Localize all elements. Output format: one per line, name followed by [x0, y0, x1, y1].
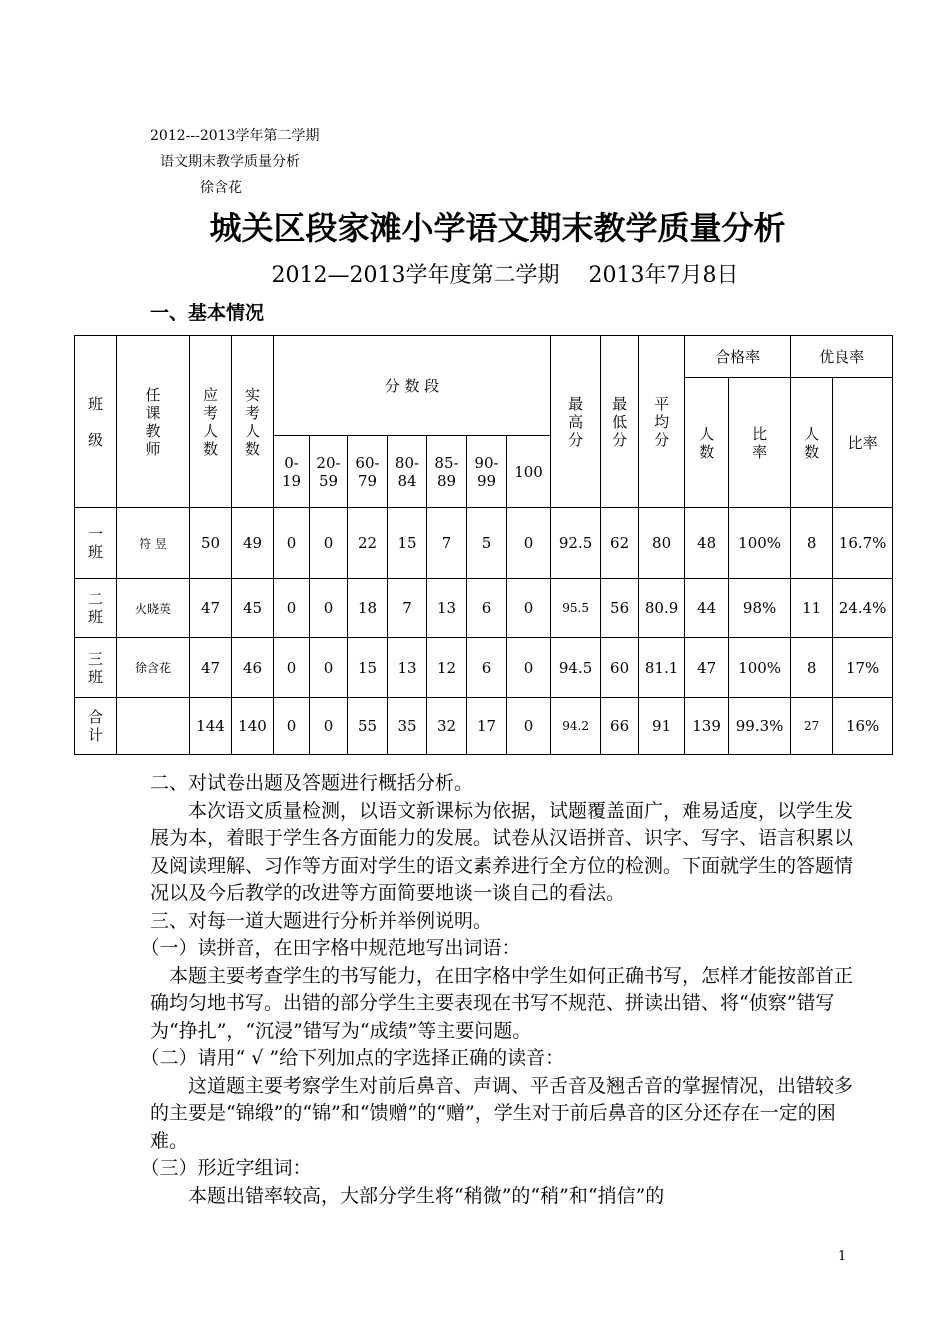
range-60-79: 60- 79: [348, 436, 388, 508]
pass-rate-subheader: 比 率: [729, 378, 791, 508]
row-expected: 50: [190, 508, 232, 579]
row-r6: 0: [507, 508, 551, 579]
row-r0: 0: [274, 579, 310, 638]
row-avg: 81.1: [639, 638, 685, 698]
row-pass-rate: 98%: [729, 579, 791, 638]
range-20-59: 20- 59: [310, 436, 348, 508]
excellent-count-header: 人 数: [791, 378, 833, 508]
table-row: [75, 579, 893, 638]
row-avg: 80.9: [639, 579, 685, 638]
page-title: 城关区段家滩小学语文期末教学质量分析: [209, 209, 786, 247]
paragraph: 本题出错率较高，大部分学生将“稍微”的“稍”和“捎信”的: [188, 1184, 665, 1207]
row-exc-rate: 17%: [833, 638, 893, 698]
row-expected: 47: [190, 579, 232, 638]
row-r3: 13: [388, 638, 427, 698]
row-min: 62: [601, 508, 639, 579]
row-exc-n: 11: [791, 579, 833, 638]
row-exc-rate: 16%: [833, 698, 893, 755]
analysis-body: [140, 770, 870, 1210]
row-r0: 0: [274, 508, 310, 579]
col-score-segment-header: 分 数 段: [274, 336, 551, 436]
row-r2: 22: [348, 508, 388, 579]
row-r5: 5: [467, 508, 507, 579]
row-teacher: 火晓英: [117, 579, 190, 638]
row-pass-n: 139: [685, 698, 729, 755]
col-class-header: 班 级: [75, 336, 117, 508]
col-teacher-header: 任 课 教 师: [117, 336, 190, 508]
row-class: 三 班: [75, 638, 117, 698]
range-0-19: 0- 19: [274, 436, 310, 508]
header-author: 徐含花: [200, 180, 242, 196]
row-r5: 17: [467, 698, 507, 755]
row-r3: 35: [388, 698, 427, 755]
row-expected: 144: [190, 698, 232, 755]
pass-count-header: 人 数: [685, 378, 729, 508]
row-r3: 7: [388, 579, 427, 638]
subheading-2: （二）请用“ √ ”给下列加点的字选择正确的读音：: [140, 1047, 565, 1069]
score-table: [74, 335, 893, 755]
row-expected: 47: [190, 638, 232, 698]
row-r5: 6: [467, 638, 507, 698]
row-r2: 55: [348, 698, 388, 755]
row-pass-n: 44: [685, 579, 729, 638]
paragraph: 本次语文质量检测，以语文新课标为依据，试题覆盖面广，难易适度，以学生发展为本，着眼于学生各方面能力的发展。试卷从汉语拼音、识字、写字、语言积累以及阅读理解、习作等方面对学生的语文素养进行全方位的检测。下面就学生的答题情况以及今后教学的改进等方面简要地谈一谈自己的看法。: [150, 799, 854, 904]
row-class: 一 班: [75, 508, 117, 579]
section-2-heading: 二、对试卷出题及答题进行概括分析。: [150, 772, 474, 794]
row-pass-n: 48: [685, 508, 729, 579]
page-number: 1: [838, 1249, 847, 1264]
row-r4: 13: [427, 579, 467, 638]
col-avg-header: 平 均 分: [639, 336, 685, 508]
range-100: 100: [507, 436, 551, 508]
row-actual: 140: [232, 698, 274, 755]
table-row: [75, 508, 893, 579]
row-class: 合 计: [75, 698, 117, 755]
row-avg: 80: [639, 508, 685, 579]
row-exc-rate: 24.4%: [833, 579, 893, 638]
row-pass-rate: 100%: [729, 508, 791, 579]
row-r5: 6: [467, 579, 507, 638]
header-subject: 语文期末教学质量分析: [160, 154, 300, 170]
row-actual: 46: [232, 638, 274, 698]
row-min: 66: [601, 698, 639, 755]
table-row: [75, 638, 893, 698]
row-actual: 49: [232, 508, 274, 579]
range-85-89: 85- 89: [427, 436, 467, 508]
row-r6: 0: [507, 698, 551, 755]
row-class: 二 班: [75, 579, 117, 638]
row-r2: 18: [348, 579, 388, 638]
section-3-heading: 三、对每一道大题进行分析并举例说明。: [150, 909, 493, 932]
table-row-total: [75, 698, 893, 755]
row-max: 94.2: [551, 698, 601, 755]
col-max-header: 最 高 分: [551, 336, 601, 508]
row-pass-rate: 99.3%: [729, 698, 791, 755]
row-exc-n: 27: [791, 698, 833, 755]
row-r4: 32: [427, 698, 467, 755]
row-exc-rate: 16.7%: [833, 508, 893, 579]
row-max: 92.5: [551, 508, 601, 579]
header-term: 2012---2013学年第二学期: [150, 128, 320, 144]
row-min: 56: [601, 579, 639, 638]
row-actual: 45: [232, 579, 274, 638]
row-r1: 0: [310, 579, 348, 638]
row-r6: 0: [507, 638, 551, 698]
row-r1: 0: [310, 698, 348, 755]
row-r6: 0: [507, 579, 551, 638]
row-exc-n: 8: [791, 638, 833, 698]
section-basic-info: 一、基本情况: [150, 302, 265, 324]
range-80-84: 80- 84: [388, 436, 427, 508]
row-min: 60: [601, 638, 639, 698]
subheading-3: （三）形近字组词：: [140, 1157, 312, 1179]
row-max: 94.5: [551, 638, 601, 698]
row-pass-rate: 100%: [729, 638, 791, 698]
row-r0: 0: [274, 698, 310, 755]
row-avg: 91: [639, 698, 685, 755]
row-max: 95.5: [551, 579, 601, 638]
row-r4: 12: [427, 638, 467, 698]
paragraph: 这道题主要考察学生对前后鼻音、声调、平舌音及翘舌音的掌握情况，出错较多的主要是“锦缎”的“锦”和“馈赠”的“赠”，学生对于前后鼻音的区分还存在一定的困难。: [150, 1074, 854, 1152]
row-r4: 7: [427, 508, 467, 579]
col-pass-rate-header: 合格率: [685, 336, 791, 378]
row-teacher: 徐含花: [117, 638, 190, 698]
row-teacher: 符 昱: [117, 508, 190, 579]
row-r0: 0: [274, 638, 310, 698]
excellent-rate-subheader: 比率: [833, 378, 893, 508]
row-r3: 15: [388, 508, 427, 579]
row-exc-n: 8: [791, 508, 833, 579]
range-90-99: 90- 99: [467, 436, 507, 508]
row-r1: 0: [310, 638, 348, 698]
row-pass-n: 47: [685, 638, 729, 698]
paragraph: 本题主要考查学生的书写能力，在田字格中学生如何正确书写，怎样才能按部首正确均匀地书写。出错的部分学生主要表现在书写不规范、拼读出错、将“侦察”错写为“挣扎”，“沉浸”错写为“成绩”等主要问题。: [150, 964, 854, 1042]
col-min-header: 最 低 分: [601, 336, 639, 508]
row-r1: 0: [310, 508, 348, 579]
col-excellent-rate-header: 优良率: [791, 336, 893, 378]
col-actual-header: 实 考 人 数: [232, 336, 274, 508]
col-expected-header: 应 考 人 数: [190, 336, 232, 508]
subheading-1: （一）读拼音，在田字格中规范地写出词语：: [140, 937, 521, 959]
row-r2: 15: [348, 638, 388, 698]
row-teacher: [117, 698, 190, 755]
page-subtitle: 2012—2013学年度第二学期 2013年7月8日: [271, 263, 739, 288]
